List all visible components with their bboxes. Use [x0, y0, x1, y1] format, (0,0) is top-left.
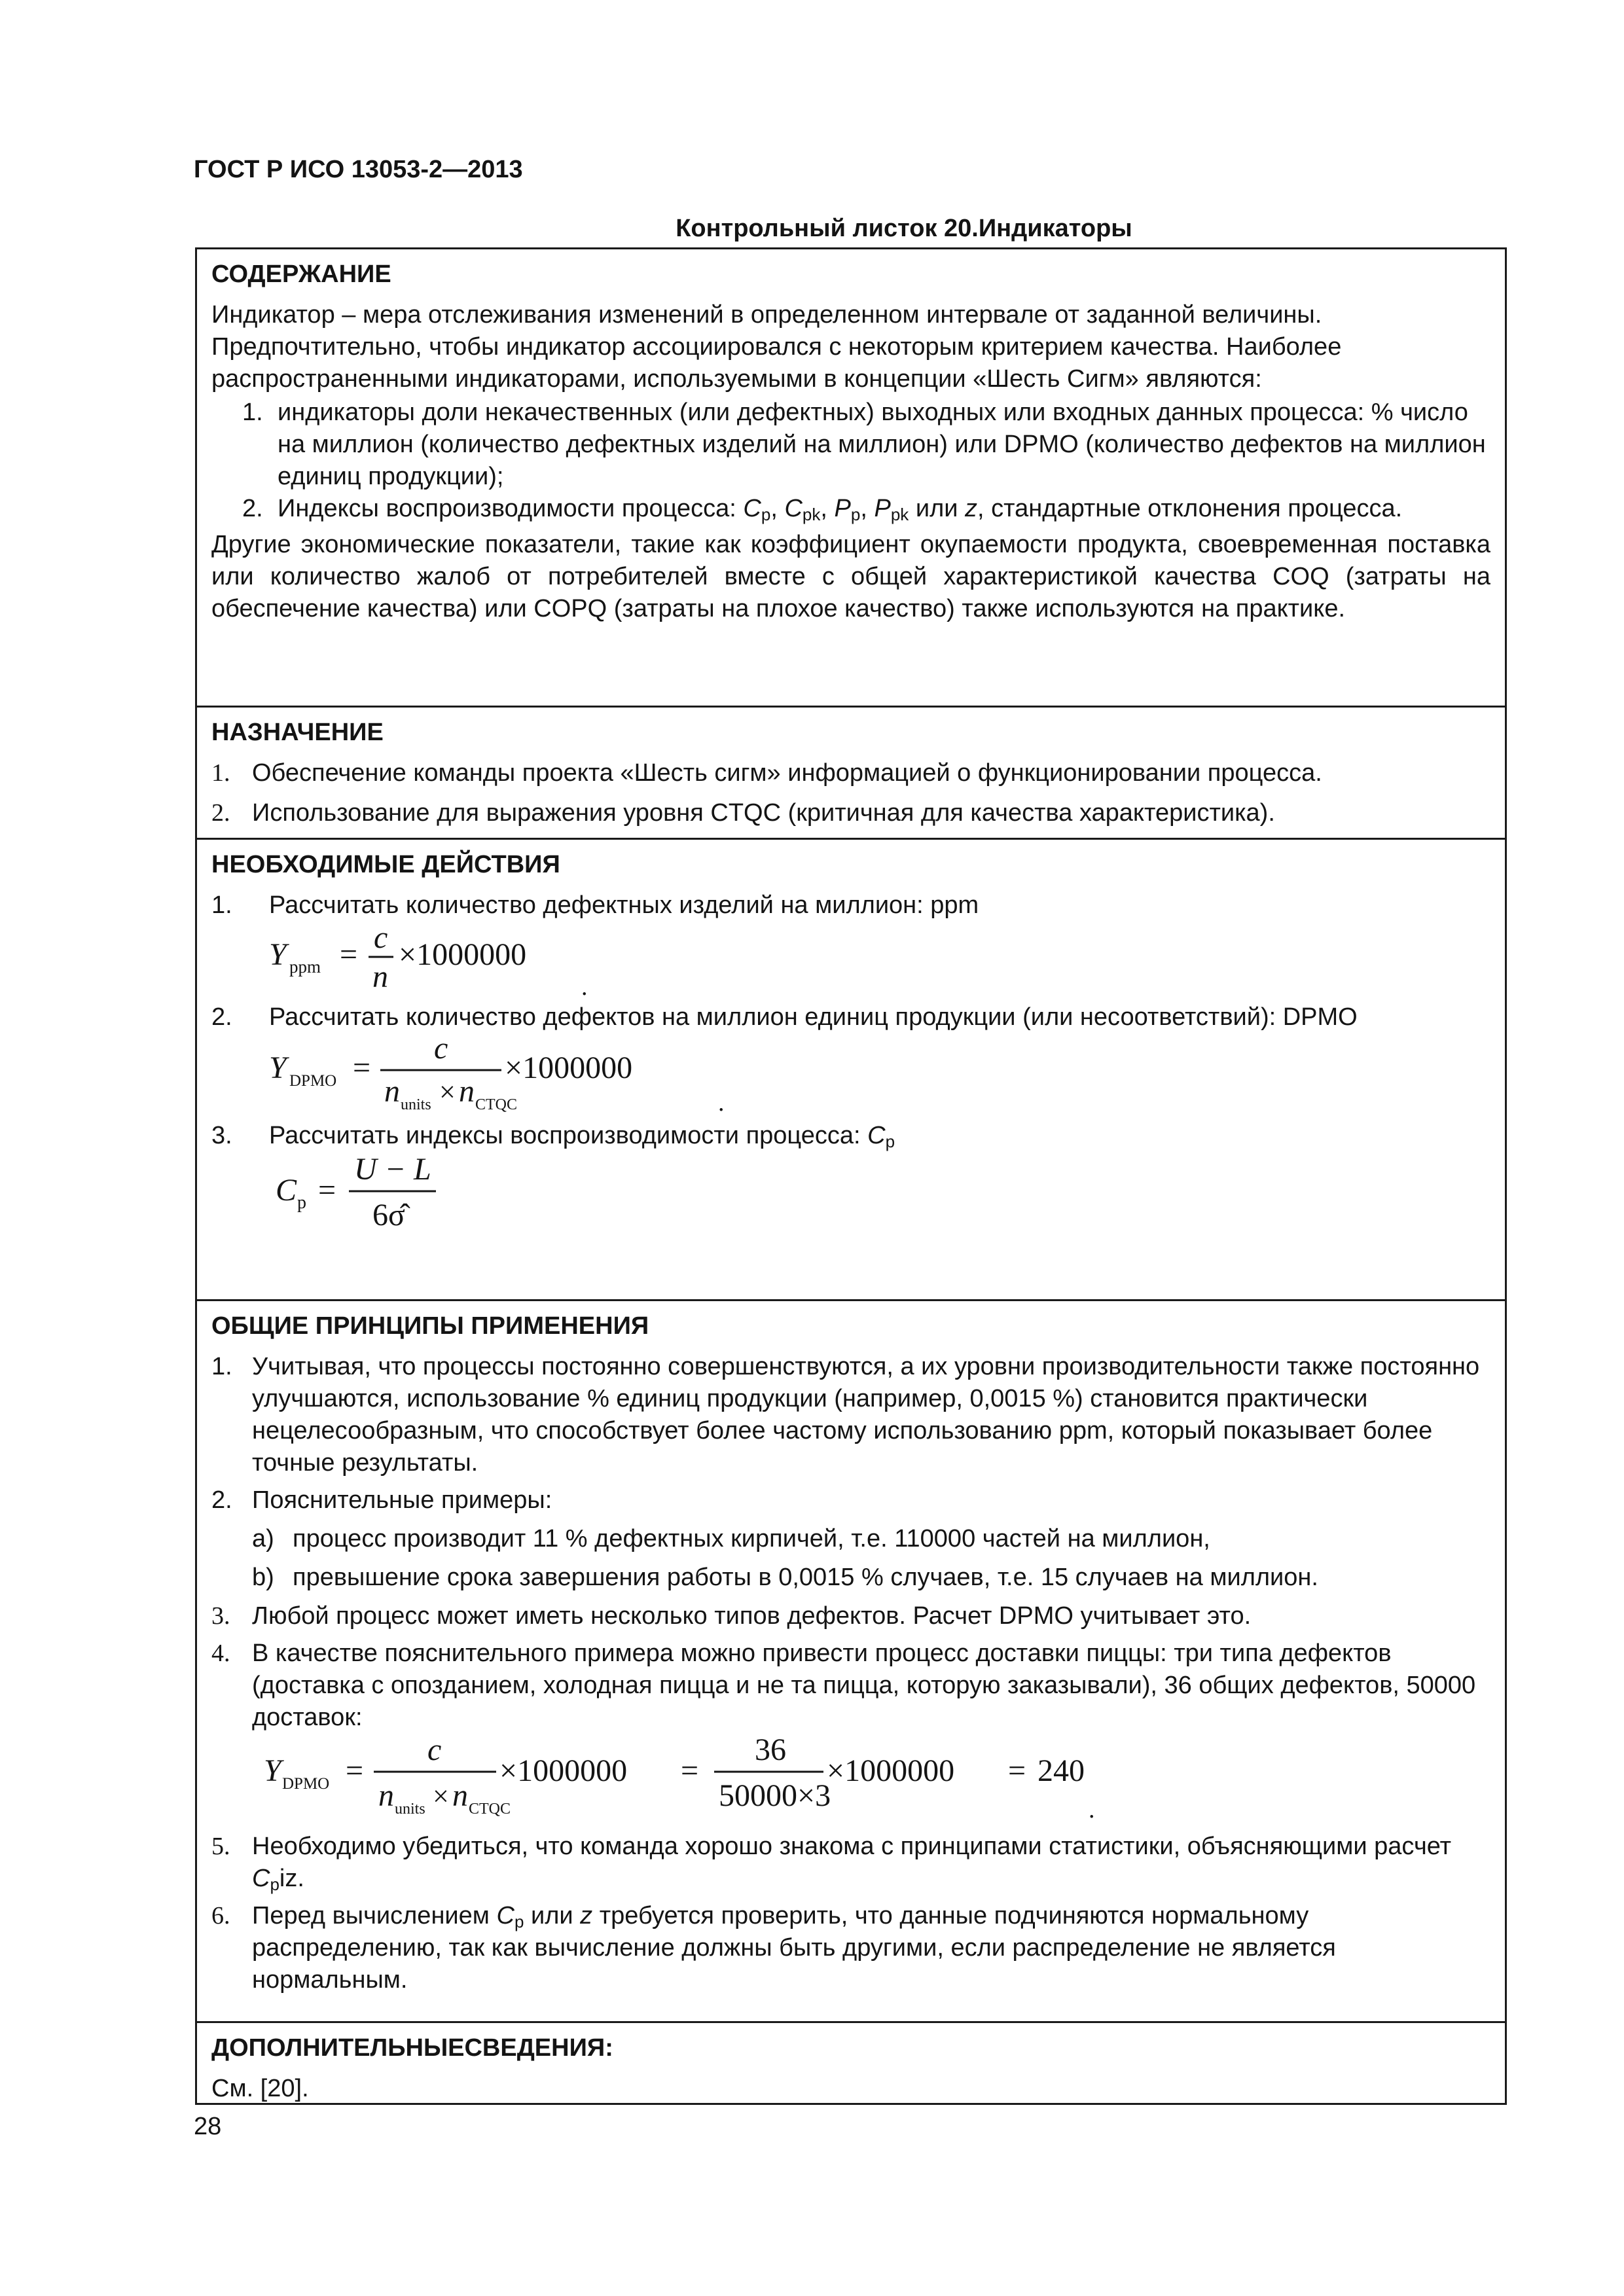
formula-subscript: CTQC: [475, 1096, 518, 1113]
formula-denominator: 6σ̂: [372, 1198, 405, 1232]
list-text: Индексы воспроизводимости процесса:: [278, 495, 736, 522]
list-number: 1.: [211, 891, 232, 919]
list-number: 2.: [211, 799, 230, 827]
section-principles: [197, 1299, 1505, 2021]
formula-multiplier: ×1000000: [505, 1050, 633, 1085]
section-title: СОДЕРЖАНИЕ: [211, 260, 391, 288]
content-intro: Индикатор – мера отслеживания изменений в определенном интервале от заданной величины. Предпочтительно, чтобы индикатор ассоциировался с некоторым критерием качества. Наиболее распространенными индикаторами, используемыми в концепции «Шесть Сигм» являются:: [211, 301, 1342, 393]
list-text: Рассчитать индексы воспроизводимости процесса:: [269, 1122, 861, 1149]
formula-denominator: n: [384, 1074, 400, 1109]
list-number: 2.: [242, 495, 263, 522]
formula-operator: =: [346, 1753, 364, 1788]
checklist-table: [195, 247, 1507, 2105]
formula-ppm: [256, 922, 714, 1000]
list-text: Рассчитать количество дефектов на миллион единиц продукции (или несоответствий): DPMO: [269, 1003, 1358, 1031]
formula-subscript: ppm: [289, 957, 321, 977]
formula-subscript: units: [401, 1096, 431, 1113]
formula-symbol: Y: [264, 1753, 281, 1788]
formula-multiplier: ×1000000: [499, 1753, 628, 1788]
list-text: индикаторы доли некачественных (или дефектных) выходных или входных данных процесса: % число на миллион (количество дефектных изделий на миллион) или DPMO (количество дефектов на миллион единиц продукции);: [278, 399, 1486, 490]
list-text: Учитывая, что процессы постоянно совершенствуются, а их уровни производительности также постоянно улучшаются, использование % единиц продукции (например, 0,0015 %) становится практически нецелесообразным, что способствует более частому использованию ppm, который показывает более точные результаты.: [252, 1353, 1480, 1477]
purpose-list: [211, 757, 1490, 829]
formula-symbol: Y: [269, 1050, 287, 1085]
formula-subscript: DPMO: [282, 1775, 330, 1793]
formula-period: .: [718, 1089, 725, 1117]
list-text: В качестве пояснительного примера можно привести процесс доставки пиццы: три типа дефектов (доставка с опозданием, холодная пицца и не та пицца, которую заказывали), 36 общих дефектов, 50000 доставок:: [252, 1640, 1476, 1731]
formula-subscript: DPMO: [289, 1072, 337, 1090]
formula-multiplier: ×1000000: [827, 1753, 955, 1788]
content-outro: Другие экономические показатели, такие как коэффициент окупаемости продукта, своевременная поставка или количество жалоб от потребителей вместе с общей характеристикой качества COQ (затраты на обеспечение качества) или COPQ (затраты на плохое качество) также используются на практике.: [211, 531, 1490, 622]
formula-denominator: n: [372, 960, 388, 994]
formula-cp: [256, 1152, 583, 1237]
formula-numerator: c: [434, 1031, 448, 1066]
list-item: [211, 797, 1490, 829]
formula-symbol: Y: [269, 937, 287, 972]
list-text: превышение срока завершения работы в 0,0015 % случаев, т.е. 15 случаев на миллион.: [293, 1564, 1318, 1591]
list-item: 6. Перед вычислением $C_p$ или z требуется проверить, что данные подчиняются нормальному распределению, так как вычисление должны быть другими, если распределение не является нормальным.: [211, 1900, 1490, 1996]
formula-subscript: units: [395, 1801, 425, 1818]
formula-numerator: 36: [755, 1732, 786, 1767]
reference-text: См. [20].: [211, 2075, 309, 2102]
section-actions: [197, 838, 1505, 1299]
formula-period: .: [1089, 1796, 1095, 1823]
list-number: 3.: [211, 1602, 230, 1630]
formula-dpmo: [256, 1033, 845, 1119]
formula-symbol: C: [276, 1173, 297, 1208]
list-text: требуется проверить, что данные подчиняются нормальному распределению, так как вычисление должны быть другими, если распределение не является нормальным.: [252, 1902, 1336, 1994]
list-number: 2.: [211, 1003, 232, 1031]
list-number: 1.: [242, 399, 263, 426]
list-item: [211, 1484, 1490, 1594]
formula-numerator: c: [374, 920, 388, 955]
action-step: 3. Рассчитать индексы воспроизводимости процесса: $C_p$: [211, 1120, 1490, 1152]
list-item: 2. Индексы воспроизводимости процесса: $C_p$, $C_{pk}$, $P_p$, $P_{pk}$ или z, стандартные отклонения процесса.: [211, 493, 1490, 525]
list-text: Пояснительные примеры:: [252, 1486, 552, 1514]
formula-denominator: n: [459, 1074, 475, 1109]
list-number: 2.: [211, 1486, 232, 1514]
sub-item: [252, 1523, 1490, 1555]
action-step: [211, 1001, 1490, 1033]
formula-operator: =: [681, 1753, 699, 1788]
formula-operator: =: [353, 1050, 371, 1085]
formula-numerator: c: [427, 1732, 442, 1767]
action-step: [211, 889, 1490, 922]
sub-item: [252, 1562, 1490, 1594]
list-text: Обеспечение команды проекта «Шесть сигм» информацией о функционировании процесса.: [252, 759, 1322, 787]
formula-period: .: [581, 973, 588, 1001]
section-content: [197, 249, 1505, 706]
checklist-title: Контрольный листок 20.Индикаторы: [676, 215, 1132, 242]
formula-result: 240: [1038, 1753, 1085, 1788]
indicator-list: [211, 397, 1490, 525]
page-number: 28: [194, 2113, 222, 2140]
list-number: b): [252, 1564, 274, 1591]
section-title: НЕОБХОДИМЫЕ ДЕЙСТВИЯ: [211, 851, 560, 878]
list-number: 4.: [211, 1640, 230, 1667]
principles-list: [211, 1351, 1490, 1996]
formula-operator: =: [318, 1173, 336, 1208]
list-item: [211, 1600, 1490, 1632]
list-number: a): [252, 1525, 274, 1552]
formula-subscript: p: [297, 1193, 306, 1213]
document-header: ГОСТ Р ИСО 13053-2—2013: [194, 156, 523, 183]
formula-denominator: 50000×3: [719, 1778, 831, 1813]
list-text: процесс производит 11 % дефектных кирпичей, т.е. 110000 частей на миллион,: [293, 1525, 1210, 1552]
section-additional: [197, 2021, 1505, 2103]
formula-operator: ×: [439, 1076, 456, 1108]
list-text: Любой процесс может иметь несколько типов дефектов. Расчет DPMO учитывает это.: [252, 1602, 1252, 1630]
list-item: [211, 757, 1490, 789]
formula-subscript: CTQC: [469, 1801, 511, 1818]
formula-denominator: n: [378, 1778, 394, 1813]
formula-operator: =: [340, 937, 358, 972]
formula-operator: ×: [433, 1780, 449, 1812]
section-purpose: [197, 706, 1505, 838]
list-item: [211, 397, 1490, 493]
list-number: 3.: [211, 1122, 232, 1149]
list-number: 5.: [211, 1833, 230, 1860]
formula-operator: =: [1008, 1753, 1026, 1788]
section-title: ДОПОЛНИТЕЛЬНЫЕСВЕДЕНИЯ:: [211, 2034, 613, 2062]
formula-pizza-dpmo: [231, 1734, 1147, 1825]
list-text: Использование для выражения уровня CTQC (критичная для качества характеристика).: [252, 799, 1275, 827]
formula-denominator: n: [452, 1778, 468, 1813]
list-item: [211, 1638, 1490, 1825]
formula-multiplier: ×1000000: [399, 937, 527, 972]
list-number: 1.: [211, 1353, 232, 1380]
list-item: 5. Необходимо убедиться, что команда хорошо знакома с принципами статистики, объясняющими расчет $C_piz$.: [211, 1831, 1490, 1895]
section-title: НАЗНАЧЕНИЕ: [211, 719, 384, 746]
list-number: 6.: [211, 1902, 230, 1929]
list-number: 1.: [211, 759, 230, 787]
formula-numerator: U − L: [354, 1152, 431, 1187]
list-item: [211, 1351, 1490, 1479]
list-text: Рассчитать количество дефектных изделий на миллион: ppm: [269, 891, 979, 919]
section-title: ОБЩИЕ ПРИНЦИПЫ ПРИМЕНЕНИЯ: [211, 1312, 649, 1340]
list-text: Необходимо убедиться, что команда хорошо знакома с принципами статистики, объясняющими расчет: [252, 1833, 1452, 1860]
